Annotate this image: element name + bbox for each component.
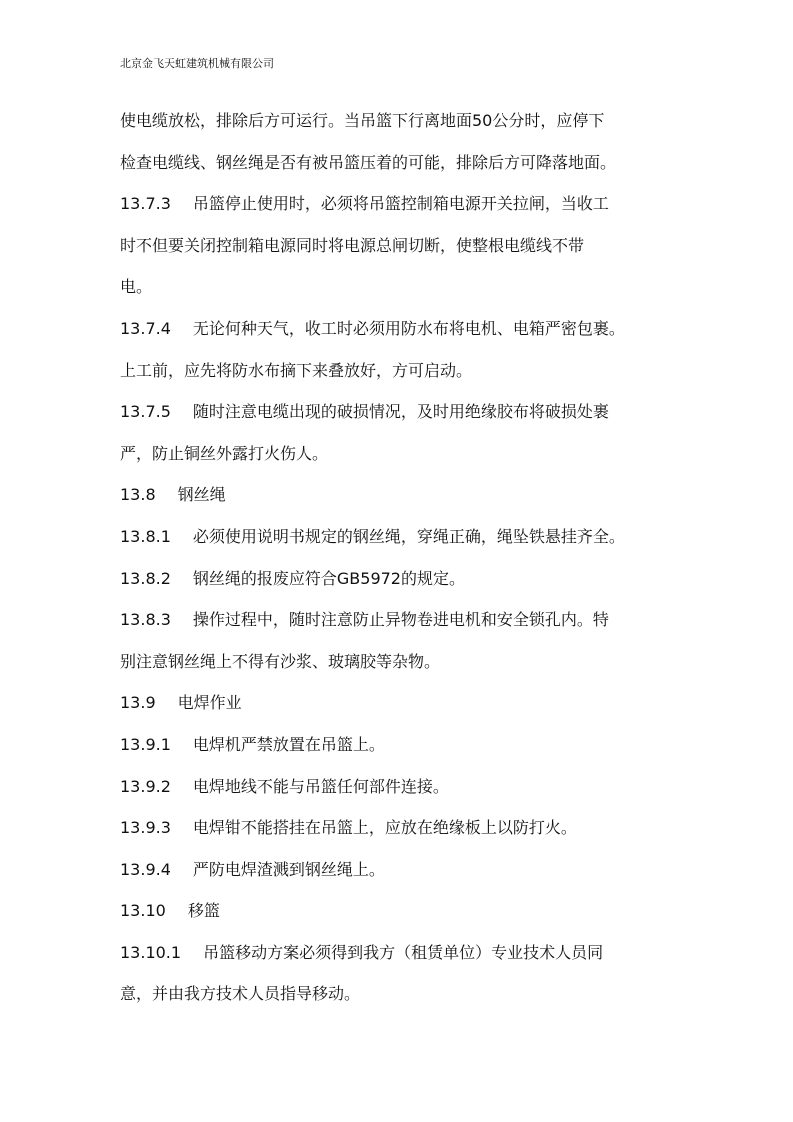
clause-text: 使电缆放松，排除后方可运行。当吊篮下行离地面50公分时，应停下 bbox=[120, 111, 605, 130]
clause-text: 时不但要关闭控制箱电源同时将电源总闸切断，使整根电缆线不带 bbox=[120, 235, 585, 255]
clause-text: 严防电焊渣溅到钢丝绳上。 bbox=[192, 859, 385, 879]
text-line bbox=[120, 142, 680, 184]
clause-text: 钢丝绳的报废应符合GB5972的规定。 bbox=[192, 568, 465, 588]
text-line bbox=[120, 849, 680, 891]
clause-number: 13.7.5 bbox=[120, 402, 171, 422]
clause-number: 13.8.1 bbox=[120, 526, 171, 546]
text-line bbox=[120, 391, 680, 433]
section-number: 13.10 bbox=[120, 901, 166, 921]
text-line bbox=[120, 266, 680, 308]
clause-text: 电。 bbox=[120, 277, 153, 297]
clause-text: 吊篮停止使用时，必须将吊篮控制箱电源开关拉闸，当收工 bbox=[192, 194, 609, 214]
clause-text: 上工前，应先将防水布摘下来叠放好，方可启动。 bbox=[120, 360, 473, 380]
clause-text: 检查电缆线、钢丝绳是否有被吊篮压着的可能，排除后方可降落地面。 bbox=[120, 152, 617, 172]
clause-number: 13.9.2 bbox=[120, 776, 171, 796]
text-line bbox=[120, 350, 680, 392]
clause-number: 13.10.1 bbox=[120, 942, 182, 962]
text-line bbox=[120, 807, 680, 849]
section-number: 13.9 bbox=[120, 693, 156, 713]
clause-text: 随时注意电缆出现的破损情况，及时用绝缘胶布将破损处裹 bbox=[192, 402, 609, 422]
clause-text: 无论何种天气，收工时必须用防水布将电机、电箱严密包裹。 bbox=[192, 318, 625, 338]
clause-text: 电焊地线不能与吊篮任何部件连接。 bbox=[192, 776, 449, 796]
clause-text: 必须使用说明书规定的钢丝绳，穿绳正确，绳坠铁悬挂齐全。 bbox=[192, 526, 625, 546]
section-number: 13.8 bbox=[120, 485, 156, 505]
clause-text: 别注意钢丝绳上不得有沙浆、玻璃胶等杂物。 bbox=[120, 651, 441, 671]
page-header: 北京金飞天虹建筑机械有限公司 bbox=[120, 57, 274, 70]
clause-text: 电焊机严禁放置在吊篮上。 bbox=[192, 734, 385, 754]
section-title: 电焊作业 bbox=[177, 693, 242, 713]
text-line bbox=[120, 599, 680, 641]
clause-text: 电焊钳不能搭挂在吊篮上，应放在绝缘板上以防打火。 bbox=[192, 818, 577, 838]
text-line bbox=[120, 641, 680, 683]
text-line bbox=[120, 433, 680, 475]
document-body bbox=[120, 100, 680, 1015]
text-line bbox=[120, 558, 680, 600]
clause-text: 吊篮移动方案必须得到我方（租赁单位）专业技术人员同 bbox=[203, 942, 604, 962]
clause-number: 13.9.1 bbox=[120, 734, 171, 754]
clause-number: 13.8.3 bbox=[120, 610, 171, 630]
text-line bbox=[120, 225, 680, 267]
clause-text: 严，防止铜丝外露打火伤人。 bbox=[120, 443, 329, 463]
text-line bbox=[120, 308, 680, 350]
clause-text: 操作过程中，随时注意防止异物卷进电机和安全锁孔内。特 bbox=[192, 610, 609, 630]
section-title: 钢丝绳 bbox=[177, 485, 226, 505]
clause-number: 13.9.4 bbox=[120, 859, 171, 879]
text-line bbox=[120, 724, 680, 766]
clause-number: 13.9.3 bbox=[120, 818, 171, 838]
section-title: 移篮 bbox=[187, 901, 220, 921]
text-line bbox=[120, 973, 680, 1015]
text-line bbox=[120, 516, 680, 558]
section-heading bbox=[120, 890, 680, 932]
section-heading bbox=[120, 682, 680, 724]
text-line bbox=[120, 183, 680, 225]
section-heading bbox=[120, 474, 680, 516]
text-line bbox=[120, 100, 680, 142]
clause-number: 13.7.3 bbox=[120, 194, 171, 214]
clause-number: 13.7.4 bbox=[120, 318, 171, 338]
clause-number: 13.8.2 bbox=[120, 568, 171, 588]
clause-text: 意，并由我方技术人员指导移动。 bbox=[120, 984, 361, 1004]
text-line bbox=[120, 766, 680, 808]
text-line bbox=[120, 932, 680, 974]
